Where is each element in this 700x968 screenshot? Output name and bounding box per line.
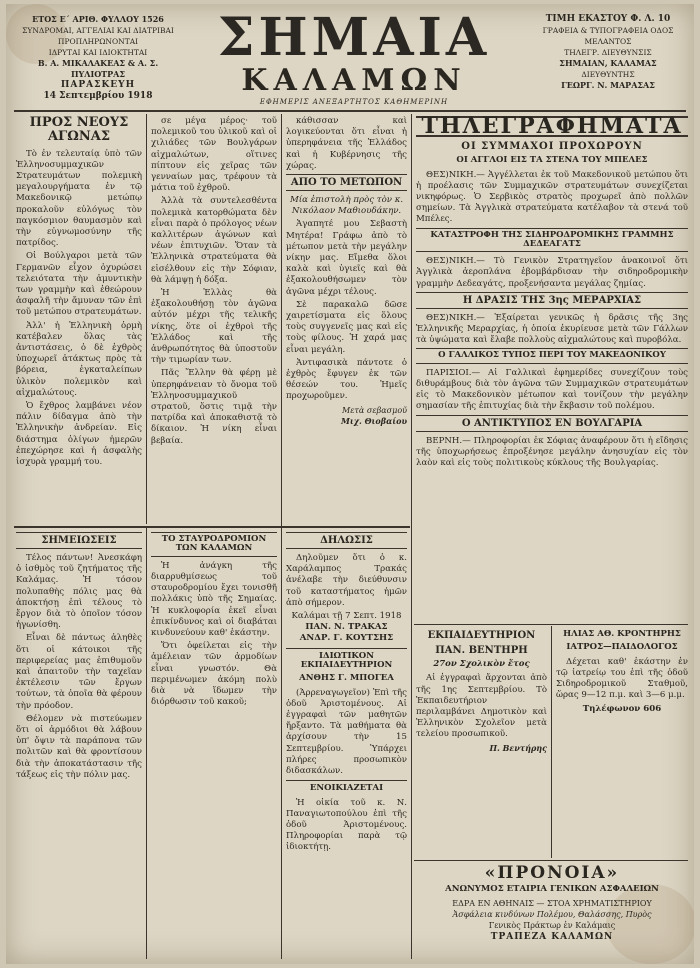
crossroads-paragraph: Ὅτι ὀφείλεται εἰς τὴν ἀμέλειαν τῶν ἁρμοδίων εἶναι γνωστόν. Θὰ περιμένωμεν ἀκόμη πολὺ διὰ νὰ ἴδωμεν τὴν διόρθωσιν τοῦ κακοῦ; <box>151 641 277 708</box>
school-ad-signature: Π. Βεντήρης <box>489 742 547 753</box>
insurance-subheading: ΑΝΩΝΥΜΟΣ ΕΤΑΙΡΙΑ ΓΕΝΙΚΩΝ ΑΣΦΑΛΕΙΩΝ <box>445 883 659 894</box>
crossroads-paragraph: Ἡ ἀνάγκη τῆς διαρρυθμίσεως τοῦ σταυροδρομίου ἔχει τονισθῆ πολλάκις ὑπὸ τῆς Σημαίας. Ἡ κυκλοφορία ἐκεῖ εἶναι ἐπικίνδυνος καὶ οἱ διαβάται κινδυνεύουν καθ' ἑκάστην. <box>151 560 277 638</box>
school-ad-year: 27ον Σχολικὸν ἔτος <box>433 659 530 669</box>
director-label: ΔΙΕΥΘΥΝΤΗΣ <box>581 70 635 79</box>
leader-paragraph: Ἀλλὰ τὰ συντελεσθέντα πολεμικὰ κατορθώματα δὲν εἶναι παρὰ ὁ πρόλογος νέων καλλιτέρων ἀγώνων καὶ νέων ἐπιτυχιῶν. Ὅταν τὰ Ἑλληνικὰ στρατεύματα θὰ εἰσέλθουν εἰς τὴν Σόφιαν, θὰ λάμψῃ ἡ δόξα. <box>151 196 277 285</box>
insurance-agent: ΤΡΑΠΕΖΑ ΚΑΛΑΜΩΝ <box>490 931 614 942</box>
declaration-signature: ΑΝΔΡ. Γ. ΚΟΥΤΣΗΣ <box>299 633 394 644</box>
telegram-text: ΘΕΣ)ΝΙΚΗ.— Ἀγγέλλεται ἐκ τοῦ Μακεδονικοῦ μετώπου ὅτι ἡ προέλασις τῶν Συμμαχικῶν στρατευμάτων συνεχίζεται νικηφόρως. Ὁ Σερβικὸς στρατὸς προχωρεῖ ἀπὸ πολλῶν σημείων. Τὰ Ἀγγλικὰ στρατεύματα κατέλαβον τὰ στενά τοῦ Μπέλες. <box>416 169 688 225</box>
bulgaria-text: ΒΕΡΝΗ.— Πληροφορίαι ἐκ Σόφιας ἀναφέρουν ὅτι ἡ εἴδησις τῆς ὑποχωρήσεως ἐπροξένησε μεγάλην ἀνησυχίαν εἰς τὸν λαὸν καὶ εἰς τοὺς πολιτικοὺς κύκλους τῆς Βουλγαρίας. <box>416 435 688 469</box>
telegram-text: ΘΕΣ)ΝΙΚΗ.— Ἐξαίρεται γενικῶς ἡ δρᾶσις τῆς 3ης Ἑλληνικῆς Μεραρχίας, ἡ ὁποία ἐκυρίευσε μετὰ τῶν Γάλλων τὰ ὑψώματα καὶ ἔλαβε πολλοὺς αἰχμαλώτους καὶ πυροβόλα. <box>416 312 688 346</box>
column-rule <box>146 114 147 524</box>
school-ad-owner: ΠΑΝ. ΒΕΝΤΗΡΗ <box>435 645 528 656</box>
prepaid-note: ΠΡΟΠΛΗΡΩΝΟΝΤΑΙ <box>57 37 139 46</box>
masthead-left <box>14 14 182 102</box>
leader-article-continued <box>151 116 277 524</box>
doctor-ad <box>556 630 688 858</box>
telegram-heading: Η ΔΡΑΣΙΣ ΤΗΣ 3ης ΜΕΡΑΡΧΙΑΣ <box>416 292 688 309</box>
insurance-ad <box>416 864 688 960</box>
leader-paragraph: Ἀλλ' ἡ Ἑλληνικὴ ὁρμὴ κατέβαλεν ὅλας τὰς ἀντιστάσεις, ὁ δὲ ἐχθρὸς ὑποχωρεῖ ἀτάκτως πρὸς τὰ βόρεια, ἐγκαταλείπων ὑλικὸν πολεμικὸν καὶ αἰχμαλώτους. <box>16 320 142 398</box>
price: ΤΙΜΗ ΕΚΑΣΤΟΥ Φ. Λ. 10 <box>545 14 671 24</box>
telegrams-banner: ΤΗΛΕΓΡΑΦΗΜΑΤΑ <box>416 116 688 137</box>
notes-heading: ΣΗΜΕΙΩΣΕΙΣ <box>16 532 142 549</box>
notes-section <box>16 532 142 960</box>
leader-paragraph: Οἱ Βούλγαροι μετὰ τῶν Γερμανῶν εἶχον ὀχυρώσει τελειότατα τὴν ἀμυντικὴν των γραμμὴν καὶ ἐθεώρουν ἀσφαλῆ τὴν ἄμυναν τῶν ἐπὶ τοῦ μετώπου στρατευμάτων. <box>16 251 142 318</box>
notes-paragraph: Θέλομεν νὰ πιστεύωμεν ὅτι οἱ ἁρμόδιοι θὰ λάβουν ὑπ' ὄψιν τὰ παράπονα τῶν πολιτῶν καὶ θὰ φροντίσουν διὰ τὴν ἀποκατάστασιν τῆς τάξεως εἰς τὴν πόλιν μας. <box>16 713 142 780</box>
insurance-coverage: Ἀσφάλεια κινδύνων Πολέμου, Θαλάσσης, Πυρὸς <box>452 910 652 920</box>
leader-heading: ΠΡΟΣ ΝΕΟΥΣ ΑΓΩΝΑΣ <box>29 116 129 145</box>
letter-paragraph: Ἀντιφασικὰ πάντοτε ὁ ἐχθρὸς ἔφυγεν ἐκ τῶν θέσεών του. Ἡμεῖς προχωροῦμεν. <box>286 357 407 402</box>
director-name: ΓΕΩΡΓ. Ν. ΜΑΡΑΣΑΣ <box>561 80 655 90</box>
leader-paragraph: Ὁ ἔχθρος λαμβάνει νέον πάλιν δίδαγμα ἀπὸ τὴν Ἑλληνικὴν ἀνδρείαν. Εἰς διάστημα ὀλίγων ἡμερῶν ἐπεχώρησε καὶ ἡ ἀσφαλὴς ἰσχυρὰ γραμμή του. <box>16 401 142 468</box>
crossroads-section <box>151 532 277 960</box>
doctor-phone: Τηλέφωνον 606 <box>582 703 662 714</box>
private-school-heading: ΙΔΙΩΤΙΚΟΝ ΕΚΠΑΙΔΕΥΤΗΡΙΟΝ <box>300 650 393 670</box>
notes-paragraph: Εἶναι δὲ πάντως ἀληθὲς ὅτι οἱ κάτοικοι τῆς περιφερείας μας ἐπιθυμοῦν καὶ ἀπαιτοῦν τὴν ταχεῖαν ἐκτέλεσιν τῶν ἔργων τούτων, τὰ ὁποῖα θὰ φέρουν τὴν πρόοδον. <box>16 633 142 711</box>
letter-intro: Μία ἐπιστολὴ πρὸς τὸν κ. Νικόλαον Μαθιουδάκην. <box>289 195 404 217</box>
founders-label: ΙΔΡΥΤΑΙ ΚΑΙ ΙΔΙΟΚΤΗΤΑΙ <box>48 48 148 57</box>
newspaper-page <box>6 4 694 964</box>
declaration-text: Δηλοῦμεν ὅτι ὁ κ. Χαράλαμπος Τρακάς ἀνέλαβε τὴν διεύθυνσιν τοῦ καταστήματος ἡμῶν ἀπὸ σήμερον. <box>286 553 407 608</box>
column-rule <box>281 114 282 959</box>
leader-paragraph: Τὸ ἐν τελευταίᾳ ὑπὸ τῶν Ἑλληνοσυμμαχικῶν Στρατευμάτων πολεμικὴ μεγαλουργήματα ἐν τῷ Μακεδονικῷ μετώπῳ προκαλοῦν εὐλόγως τὸν παγκόσμιον θαυμασμὸν καὶ τὴν εὐγνωμοσύνην τῆς πατρίδος. <box>16 148 142 249</box>
crossroads-heading: ΤΟ ΣΤΑΥΡΟΔΡΟΜΙΟΝ ΤΩΝ ΚΑΛΑΜΩΝ <box>151 532 277 557</box>
bulgaria-heading: Ο ΑΝΤΙΚΤΥΠΟΣ ΕΝ ΒΟΥΛΓΑΡΙΑ <box>416 415 688 432</box>
masthead-right <box>528 14 688 91</box>
telegram-text: ΘΕΣ)ΝΙΚΗ.— Τὸ Γενικὸν Στρατηγεῖον ἀνακοινοῖ ὅτι Ἀγγλικὰ ἀεροπλάνα ἐβομβάρδισαν τὴν σιδηροδρομικὴν γραμμὴν Δεδεαγάτς, προξενήσαντα μεγάλας ζημίας. <box>416 256 688 289</box>
ads-rule <box>414 860 688 861</box>
ads-rule <box>414 624 688 625</box>
rent-text: Ἡ οἰκία τοῦ κ. Ν. Παναγιωτοπούλου ἐπὶ τῆς ὁδοῦ Ἀριστομένους. Πληροφορίαι παρὰ τῷ ἰδιοκτήτῃ. <box>286 797 407 853</box>
front-letter-article <box>286 116 407 524</box>
french-press-text: ΠΑΡΙΣΙΟΙ.— Αἱ Γαλλικαὶ ἐφημερίδες συνεχίζουν τοὺς διθυράμβους διὰ τὸν ἀγῶνα τῶν Συμμαχικῶν στρατευμάτων εἰς τὸ Μακεδονικὸν μέτωπον καὶ τονίζουν τὴν μεγάλην σημασίαν τῆς ἐπιτυχίας διὰ τὴν ἔκβασιν τοῦ πολέμου. <box>416 367 688 412</box>
insurance-heading: «ΠΡΟΝΟΙΑ» <box>484 864 620 883</box>
private-school-text: (Ἀρρεναγωγεῖον) Ἐπὶ τῆς ὁδοῦ Ἀριστομένους. Αἱ ἐγγραφαὶ τῶν μαθητῶν ἤρξαντο. Τὰ μαθήματα θὰ ἀρχίσουν τὴν 15 Σεπτεμβρίου. Ὑπάρχει πλήρες προσωπικὸν διδασκάλων. <box>286 687 407 777</box>
insurance-agent-label: Γενικὸς Πράκτωρ ἐν Καλάμαις <box>488 921 616 931</box>
masthead-rule <box>14 110 686 112</box>
leader-paragraph: Πᾶς Ἕλλην θὰ φέρῃ μὲ ὑπερηφάνειαν τὸ ὄνομα τοῦ Ἑλληνοσυμμαχικοῦ στρατοῦ, ὅστις τιμᾷ τὴν πατρίδα καὶ ἀποκαθιστᾷ τὸ δίκαιον. Ἡ νίκη εἶναι βεβαία. <box>151 368 277 446</box>
declaration-date: Καλάμαι τῇ 7 Σεπτ. 1918 <box>291 611 402 622</box>
telegram-heading: ΚΑΤΑΣΤΡΟΦΗ ΤΗΣ ΣΙΔΗΡΟΔΡΟΜΙΚΗΣ ΓΡΑΜΜΗΣ ΔΕΔΕΑΓΑΤΣ <box>416 228 688 253</box>
notes-paragraph: Τέλος πάντων! Ἀνεσκάφη ὁ ἰσθμὸς τοῦ ζητήματος τῆς Καλάμας. Ἡ τόσον πολυπαθὴς πόλις μας θὰ ἀποκτήσῃ ἐπὶ τέλους τὸ ἔργον διὰ τὸ ὁποῖον τόσον ἠγωνίσθη. <box>16 553 142 631</box>
rent-heading: ΕΝΟΙΚΙΑΖΕΤΑΙ <box>309 783 384 794</box>
founders-names: Β. Α. ΜΙΚΑΛΑΚΕΑΣ & Α. Σ. ΠΥΛΙΟΤΡΑΣ <box>37 58 159 79</box>
leader-article <box>16 116 142 524</box>
front-heading: ΑΠΟ ΤΟ ΜΕΤΩΠΟΝ <box>286 174 407 191</box>
leader-paragraph: Ἡ Ἑλλὰς θὰ ἐξακολουθήσῃ τὸν ἀγῶνα αὐτόν μέχρι τῆς τελικῆς νίκης, ὅτε οἱ ἐχθροὶ τῆς Ἑλλάδος καὶ τῆς ἀνθρωπότητος θὰ ὑποστοῦν τὴν τιμωρίαν των. <box>151 288 277 366</box>
telegram-heading: ΟΙ ΣΥΜΜΑΧΟΙ ΠΡΟΧΩΡΟΥΝ <box>461 141 643 153</box>
article-paragraph: κάθισσαν καὶ λογικεύονται ὅτι εἶναι ἡ ὑπερηφάνεια τῆς Ἑλλάδος καὶ ἡ Κυβέρνησις τῆς χώρας. <box>286 116 407 171</box>
declaration-signature: ΠΑΝ. Ν. ΤΡΑΚΑΣ <box>305 622 388 633</box>
subscription-note: ΣΥΝΔΡΟΜΑΙ, ΑΓΓΕΛΙΑΙ ΚΑΙ ΔΙΑΤΡΙΒΑΙ <box>22 26 174 35</box>
issue-date: 14 Σεπτεμβρίου 1918 <box>43 91 153 101</box>
leader-paragraph: σε μέγα μέρος· τοῦ πολεμικοῦ του ὑλικοῦ καὶ οἱ χιλιάδες τῶν Βουλγάρων αἰχμαλώτων, οἵτινες πίπτουν εἰς χεῖρας τῶν γενναίων μας, τρέφουν τὰ μάτια τοῦ ἐχθροῦ. <box>151 116 277 194</box>
insurance-seat: ΕΔΡΑ ΕΝ ΑΘΗΝΑΙΣ — ΣΤΟΑ ΧΡΗΜΑΤΙΣΤΗΡΙΟΥ <box>452 899 652 909</box>
newspaper-tagline: ΕΦΗΜΕΡΙΣ ΑΝΕΞΑΡΤΗΤΟΣ ΚΑΘΗΜΕΡΙΝΗ <box>259 98 449 106</box>
private-school-owner: ΑΝΘΗΣ Γ. ΜΠΟΓΕΑ <box>299 673 394 684</box>
newspaper-subtitle: ΚΑΛΑΜΩΝ <box>241 63 467 98</box>
letter-paragraph: Ἀγαπητέ μου Σεβαστὴ Μητέρα! Γράφω ἀπὸ τὸ μέτωπον μετὰ τὴν μεγάλην νίκην μας. Εἴμεθα ὅλοι καλὰ καὶ ὑγιεῖς καὶ θὰ ἐξακολουθήσωμεν τὸν ἀγῶνα μέχρι τέλους. <box>286 219 407 297</box>
ads-column-rule <box>551 626 552 858</box>
doctor-text: Δέχεται καθ' ἑκάστην ἐν τῷ ἰατρείῳ του ἐπὶ τῆς ὁδοῦ Σιδηροδρομικοῦ Σταθμοῦ, ὥρας 9—12 π.μ. καὶ 3—6 μ.μ. <box>556 656 688 701</box>
school-ad-text: Αἱ ἐγγραφαὶ ἄρχονται ἀπὸ τῆς 1ης Σεπτεμβρίου. Τὸ Ἐκπαιδευτήριον περιλαμβάνει Δημοτικὸν καὶ Ἑλληνικὸν Σχολεῖον μετὰ τελείου προσωπικοῦ. <box>416 673 547 740</box>
column-rule <box>146 526 147 959</box>
offices: ΓΡΑΦΕΙΑ & ΤΥΠΟΓΡΑΦΕΙΑ ΟΔΟΣ ΜΕΛΑΝΤΟΣ <box>542 26 674 46</box>
school-ad-heading: ΕΚΠΑΙΔΕΥΤΗΡΙΟΝ <box>427 630 536 641</box>
telegraph-address: ΣΗΜΑΙΑΝ, ΚΑΛΑΜΑΣ <box>559 58 657 68</box>
section-rule <box>14 526 410 528</box>
letter-signature: Μιχ. Θιοβαίου <box>341 415 407 426</box>
newspaper-title: ΣΗΜΑΙΑ <box>217 7 491 68</box>
letter-paragraph: Σὲ παρακαλῶ δῶσε χαιρετίσματα εἰς ὅλους τοὺς συγγενεῖς μας καὶ εἰς τοὺς φίλους. Ἡ χαρά μας εἶναι μεγάλη. <box>286 299 407 355</box>
column-rule <box>411 114 412 959</box>
issue-number: ΕΤΟΣ Ε΄ ΑΡΙΘ. ΦΥΛΛΟΥ 1526 <box>32 14 164 24</box>
french-press-heading: Ο ΓΑΛΛΙΚΟΣ ΤΥΠΟΣ ΠΕΡΙ ΤΟΥ ΜΑΚΕΔΟΝΙΚΟΥ <box>416 348 688 363</box>
telegram-subheading: ΟΙ ΑΓΓΛΟΙ ΕΙΣ ΤΑ ΣΤΕΝΑ ΤΟΥ ΜΠΕΛΕΣ <box>456 155 648 166</box>
doctor-name: ΗΛΙΑΣ ΑΘ. ΚΡΟΝΤΗΡΗΣ <box>563 630 681 639</box>
letter-closing: Μετὰ σεβασμοῦ <box>342 405 407 415</box>
telegrams-section <box>416 116 688 621</box>
declaration-heading: ΔΗΛΩΣΙΣ <box>286 532 407 549</box>
notices-column <box>286 532 407 960</box>
doctor-title: ΙΑΤΡΟΣ—ΠΑΙΔΟΛΟΓΟΣ <box>566 642 678 653</box>
issue-day: ΠΑΡΑΣΚΕΥΗ <box>60 80 136 90</box>
school-ad <box>416 630 547 858</box>
telegraph-label: ΤΗΛΕΓΡ. ΔΙΕΥΘΥΝΣΙΣ <box>564 48 652 57</box>
